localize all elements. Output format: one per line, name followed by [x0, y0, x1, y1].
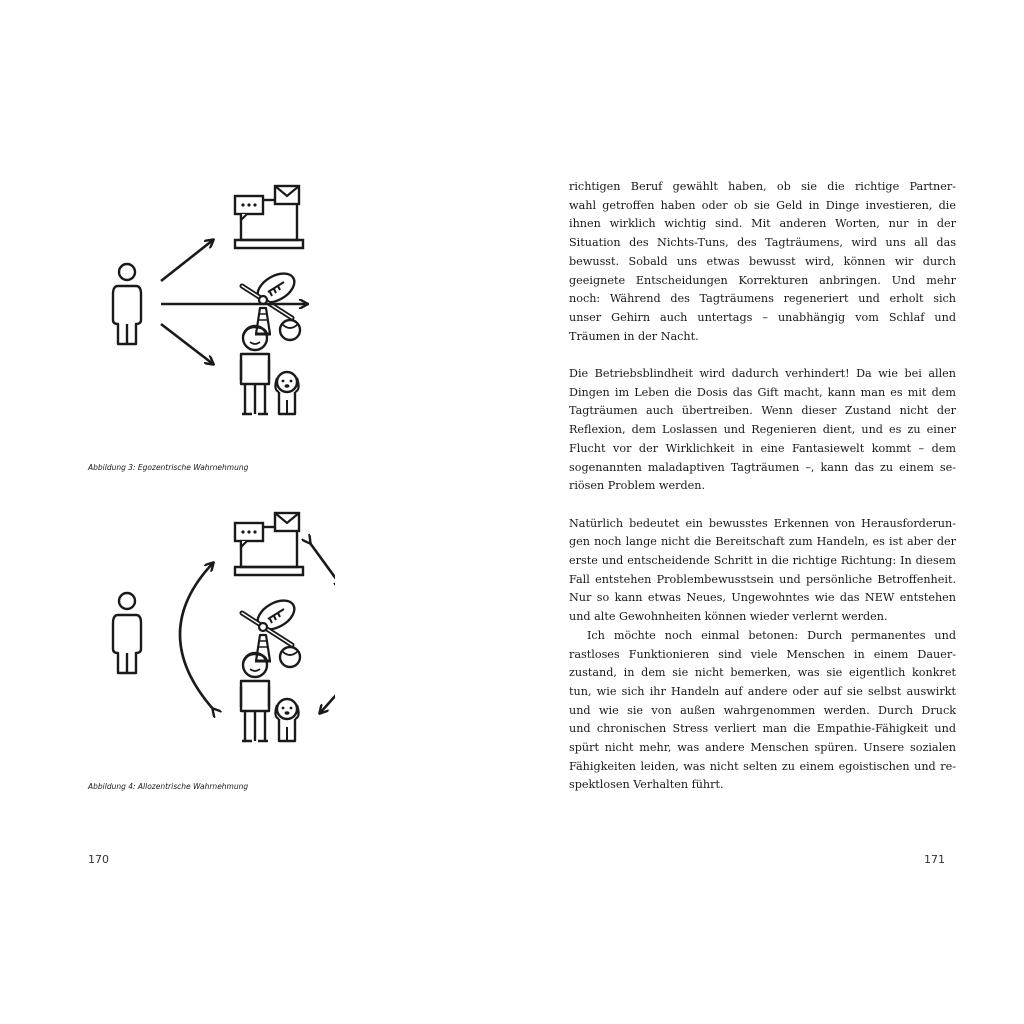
paragraph	[569, 627, 956, 795]
text-line: zustand, in dem sie nicht bemerken, was sie eigentlich konkret	[569, 666, 956, 680]
body-text	[569, 178, 956, 795]
text-line: Fall entstehen Problembewusstsein und persönliche Betroffenheit.	[569, 572, 956, 586]
text-line: gen noch lange nicht die Bereitschaft zum Handeln, es ist aber der	[569, 535, 956, 549]
text-line: richtigen Beruf gewählt haben, ob sie die richtige Partner-	[569, 180, 956, 193]
text-line: Die Betriebsblindheit wird dadurch verhindert! Da wie bei allen	[569, 367, 956, 381]
text-line: Tagträumen auch übertreiben. Wenn dieser Zustand nicht der	[569, 404, 956, 418]
text-line: sogenannten maladaptiven Tagträumen –, kann das zu einem se-	[569, 460, 956, 474]
figure-caption: Abbildung 3: Egozentrische Wahrnehmung	[88, 463, 249, 472]
text-line: erste und entscheidende Schritt in die richtige Richtung: In diesem	[569, 554, 956, 568]
arrow-arc-family-to-work	[180, 563, 213, 709]
paragraph	[569, 515, 956, 627]
person-icon	[113, 593, 141, 673]
laptop-icon	[235, 186, 303, 248]
text-line: spürt nicht mehr, was andere Menschen spüren. Unsere sozialen	[569, 741, 956, 755]
paragraph	[569, 365, 956, 496]
text-line: Flucht vor der Wirklichkeit in eine Fantasiewelt kommt – dem	[569, 441, 956, 455]
arrow-to-family	[161, 324, 213, 364]
text-line: Ich möchte noch einmal betonen: Durch permanentes und	[587, 628, 956, 642]
arrow-hobbies-family	[320, 675, 335, 713]
sports-icon	[242, 595, 300, 667]
text-line: tun, wie sich ihr Handeln auf andere oder auf sie selbst auswirkt	[569, 684, 956, 698]
text-line: und alte Gewohnheiten können wieder verlernt werden.	[569, 610, 888, 624]
figure-caption: Abbildung 4: Allozentrische Wahrnehmung	[88, 782, 249, 791]
text-line: unser Gehirn auch untertags – unabhängig vom Schlaf und	[569, 310, 956, 324]
laptop-icon	[235, 513, 303, 575]
paragraph	[569, 178, 956, 346]
text-line: Natürlich bedeutet ein bewusstes Erkennen von Herausforderun-	[569, 516, 956, 530]
text-line: und wie sie von außen wahrgenommen werden. Durch Druck	[569, 703, 956, 717]
figure-allocentric	[95, 505, 335, 755]
text-line: Nur so kann etwas Neues, Ungewohntes wie das NEW entstehen	[569, 591, 956, 605]
text-line: Dingen im Leben die Dosis das Gift macht, kann man es mit dem	[569, 385, 956, 399]
text-line: Situation des Nichts-Tuns, des Tagträumens, wird uns all das	[569, 236, 956, 250]
text-line: noch: Während des Tagträumens regeneriert und erholt sich	[569, 292, 956, 306]
text-line: riösen Problem werden.	[569, 479, 706, 493]
text-line: bewusst. Sobald uns etwas bewusst wird, können wir durch	[569, 254, 956, 268]
arrow-work-hobbies	[310, 543, 335, 587]
text-line: Fähigkeiten leiden, was nicht selten zu einem egoistischen und re-	[569, 759, 956, 773]
text-line: geeignete Entscheidungen Korrekturen anbringen. Und mehr	[569, 273, 956, 287]
text-line: Reflexion, dem Loslassen und Regenieren dient, und es zu einer	[569, 423, 956, 437]
person-icon	[113, 264, 141, 344]
page-number-left: 170	[88, 853, 109, 866]
text-line: wahl getroffen haben oder ob sie Geld in Dinge investieren, die	[569, 198, 956, 212]
text-line: und chronischen Stress verliert man die Empathie-Fähigkeit und	[569, 722, 956, 736]
text-line: spektlosen Verhalten führt.	[569, 778, 724, 792]
page-number-right: 171	[924, 853, 945, 866]
arrow-to-work	[161, 240, 213, 281]
figure-egocentric	[95, 178, 335, 428]
text-line: ihnen wirklich wichtig sind. Mit anderen Worten, nur in der	[569, 217, 956, 231]
text-line: Träumen in der Nacht.	[569, 329, 699, 343]
text-line: rastloses Funktionieren sind viele Menschen in einem Dauer-	[569, 647, 956, 661]
